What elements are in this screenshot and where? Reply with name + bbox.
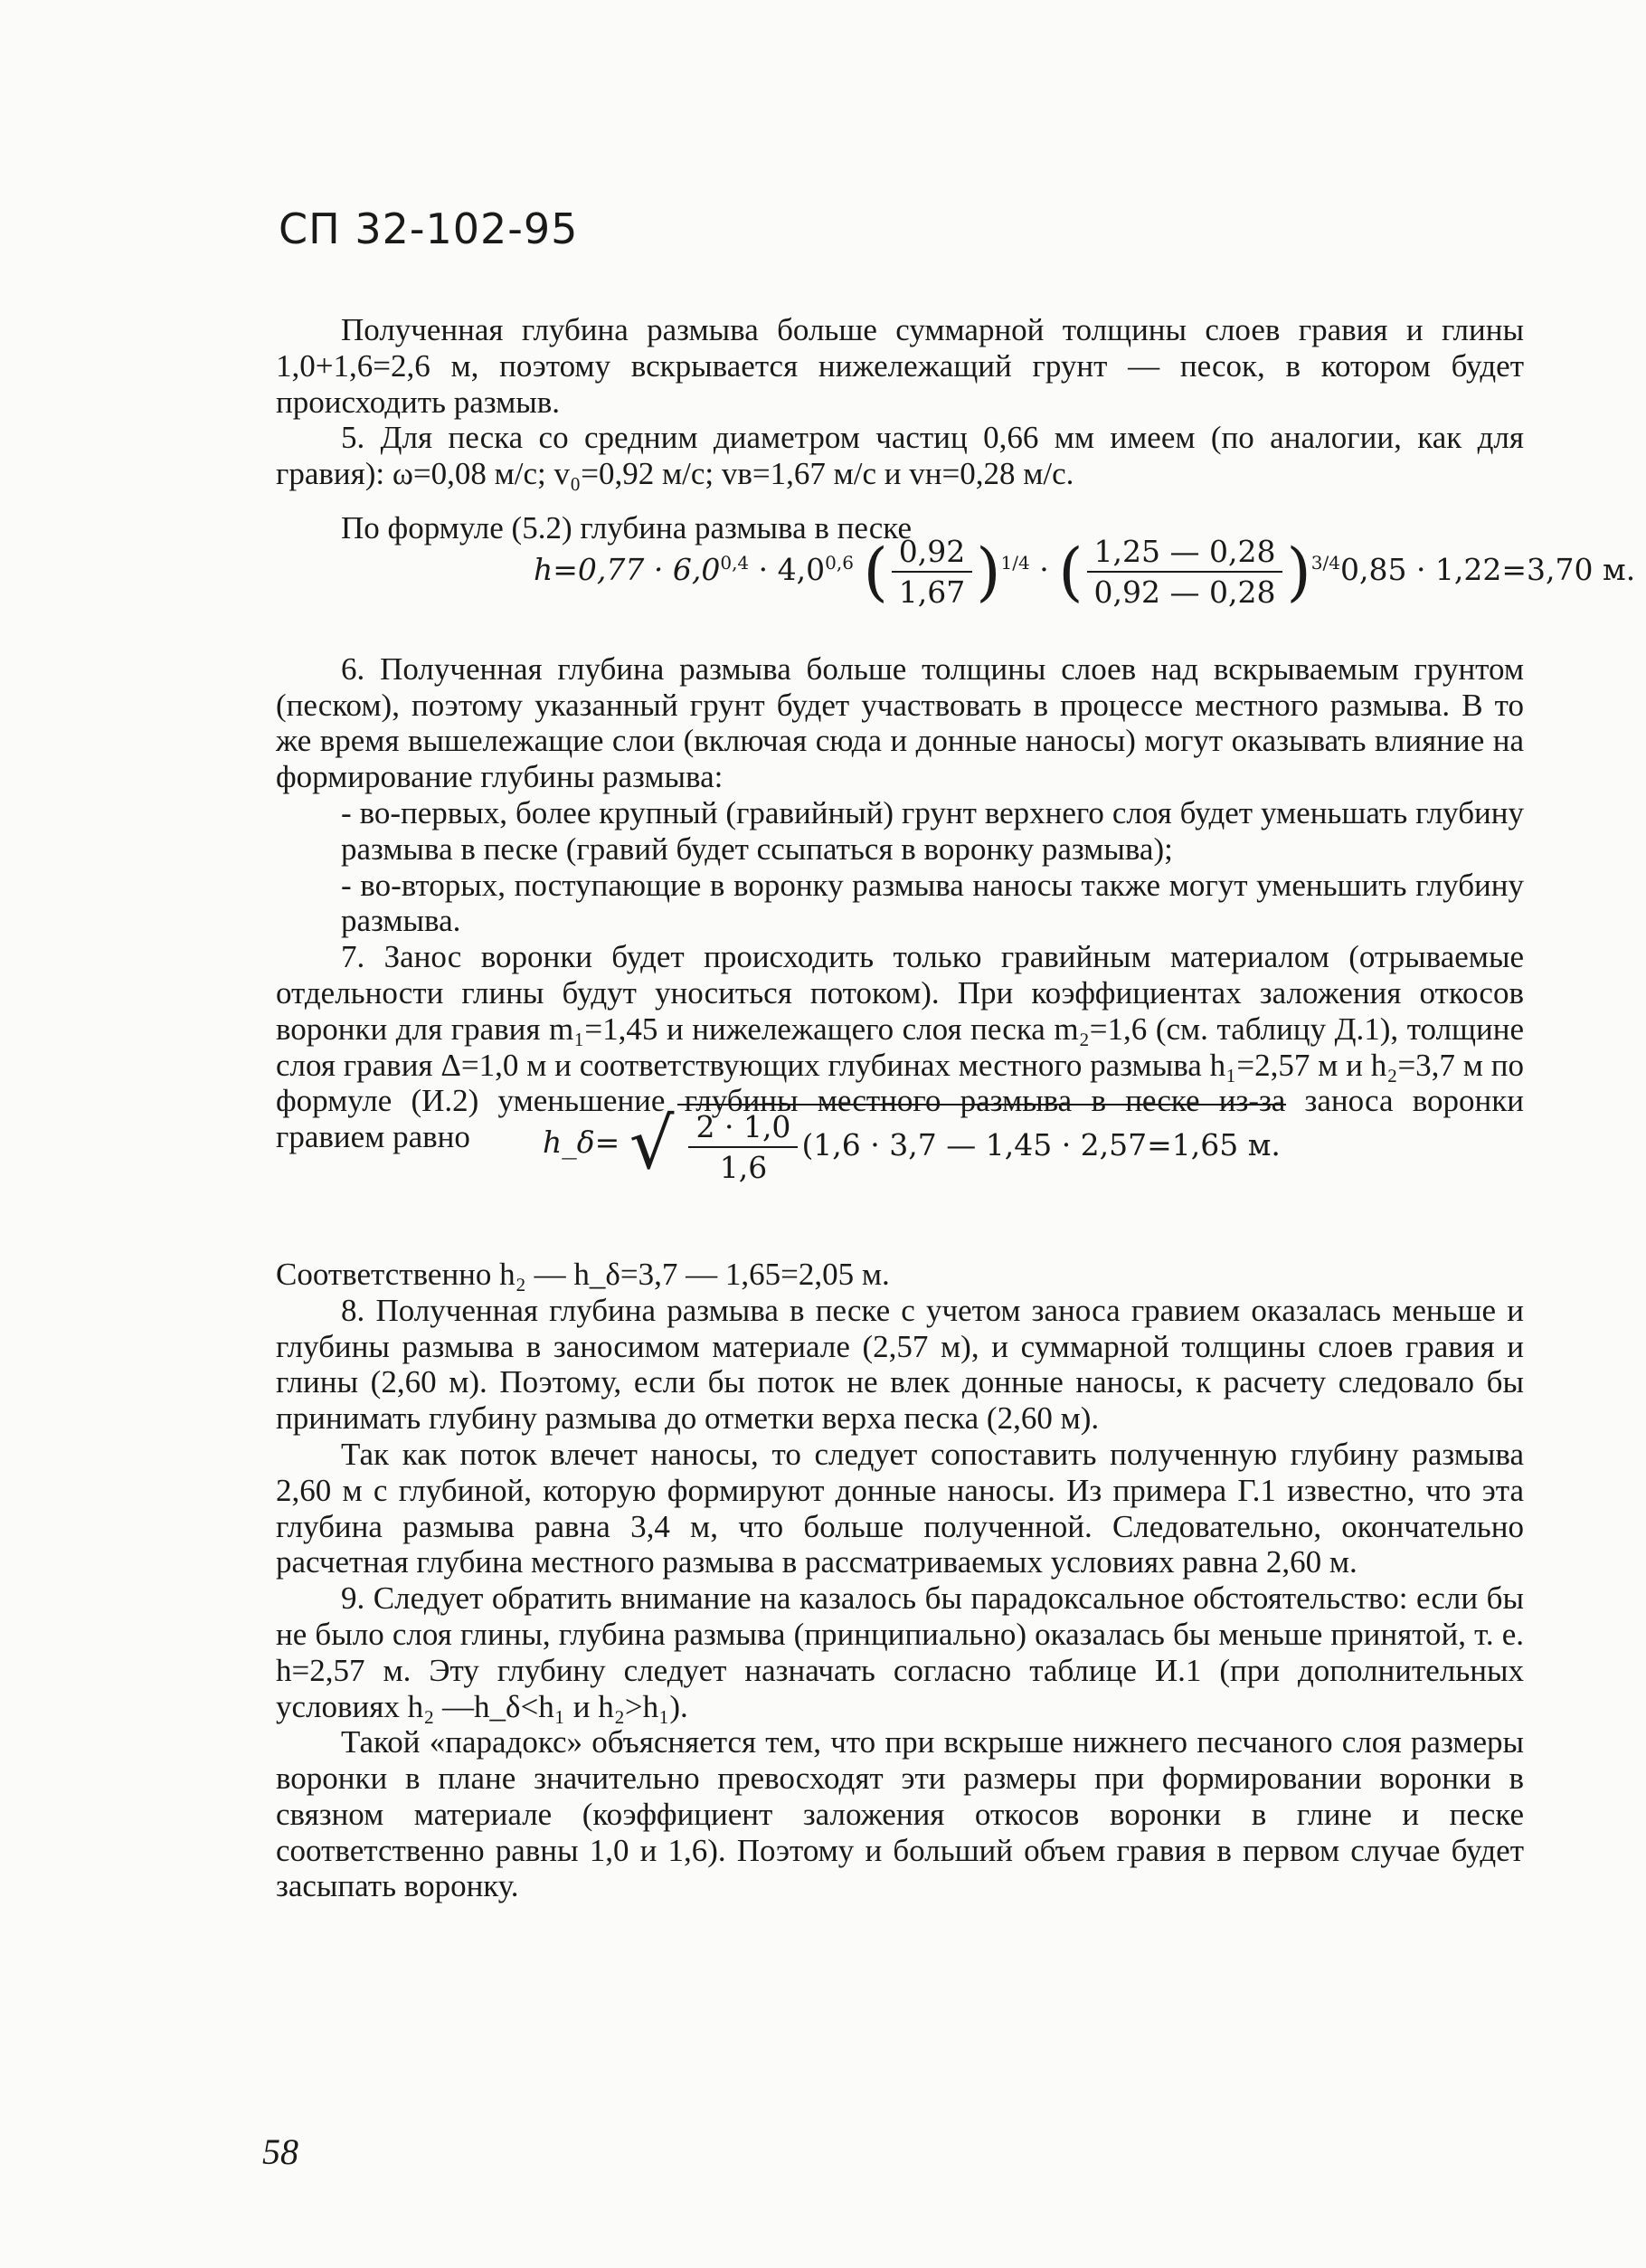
paragraph-1: Полученная глубина размыва больше суммарной толщины слоев гравия и глины 1,0+1,6=2,6 м, поэтому вскрывается нижележащий грунт — песок, в котором будет происходить размыв. (276, 312, 1524, 420)
paragraph-item-8: 8. Полученная глубина размыва в песке с учетом заноса гравием оказалась меньше и глубины размыва в заносимом материале (2,57 м), и суммарной толщины слоев гравия и глины (2,60 м). Поэтому, если бы поток не влек донные наносы, к расчету следовало бы принимать глубину размыва до отметки верха песка (2,60 м). (276, 1292, 1524, 1437)
document-code-header: СП 32-102-95 (279, 204, 579, 253)
formula-1-power-1: 1/4 (1000, 552, 1030, 574)
formula-1-exp1: 0,4 (720, 552, 750, 574)
formula-2-denominator: 1,6 (719, 1150, 768, 1185)
formula-2-rest: (1,6 · 3,7 — 1,45 · 2,57=1,65 м. (801, 1127, 1281, 1162)
paragraph-paradox: Такой «парадокс» объясняется тем, что при вскрыше нижнего песчаного слоя размеры воронки в плане значительно превосходят эти размеры при формировании воронки в связном материале (коэффициент заложения откосов воронки в глине и песке соответственно равны 1,0 и 1,6). Поэтому и больший объем гравия в первом случае будет засыпать воронку. (276, 1724, 1524, 1904)
right-paren-icon: ) (976, 535, 1001, 609)
formula-1-fraction-2 (1087, 534, 1283, 610)
paragraph-item-7: 7. Занос воронки будет происходить только гравийным материалом (отрываемые отдельности глины будут уноситься потоком). При коэффициентах заложения откосов воронки для гравия m₁=1,45 и нижележащего слоя песка m₂=1,6 (см. таблицу Д.1), толщине слоя гравия Δ=1,0 м и соответствующих глубинах местного размыва h₁=2,57 м и h₂=3,7 м по формуле (И.2) уменьшение глубины местного размыва в песке из-за заноса воронки гравием равно (276, 939, 1524, 1155)
square-root-icon: √ (629, 1104, 675, 1185)
formula-1-tail: 0,85 · 1,22=3,70 м. (1339, 552, 1636, 587)
left-paren-icon: ( (1058, 535, 1083, 609)
paragraph-second-point: - во-вторых, поступающие в воронку размыва наносы также могут уменьшить глубину размыва. (341, 867, 1524, 939)
paragraph-formula-intro: По формуле (5.2) глубина размыва в песке (341, 509, 912, 546)
right-paren-icon: ) (1286, 535, 1311, 609)
formula-scour-reduction (271, 1104, 1447, 1185)
formula-2-numerator: 2 · 1,0 (688, 1109, 798, 1148)
paragraph-bed-load: Так как поток влечет наносы, то следует сопоставить полученную глубину размыва 2,60 м с глубиной, которую формируют донные наносы. Из примера Г.1 известно, что эта глубина размыва равна 3,4 м, что больше полученной. Следовательно, окончательно расчетная глубина местного размыва в рассматриваемых условиях равна 2,60 м. (276, 1436, 1524, 1580)
fraction-1-denominator: 1,67 (898, 574, 966, 610)
fraction-1-numerator: 0,92 (892, 534, 972, 573)
formula-2-lhs: h_δ= (543, 1125, 620, 1160)
page-number: 58 (262, 2131, 298, 2172)
paragraph-item-5: 5. Для песка со средним диаметром частиц 0,66 мм имеем (по аналогии, как для гравия): ω=0,08 м/с; v₀=0,92 м/с; vв=1,67 м/с и vн=0,28 м/с. (276, 420, 1524, 492)
formula-1-lhs: h=0,77 · 6,0 (534, 552, 721, 587)
formula-1-fraction-1 (892, 534, 972, 610)
fraction-2-denominator: 0,92 — 0,28 (1093, 574, 1276, 610)
left-paren-icon: ( (863, 535, 888, 609)
formula-1-exp2: 0,6 (825, 552, 854, 574)
formula-2-fraction (688, 1109, 798, 1185)
paragraph-item-9: 9. Следует обратить внимание на казалось бы парадоксальное обстоятельство: если бы не было слоя глины, глубина размыва (принципиально) оказалась бы меньше принятой, т. е. h=2,57 м. Эту глубину следует назначать согласно таблице И.1 (при дополнительных условиях h₂ —h_δ<h₁ и h₂>h₁). (276, 1580, 1524, 1724)
formula-1-dot: · (1039, 552, 1049, 587)
paragraph-item-6: 6. Полученная глубина размыва больше толщины слоев над вскрываемым грунтом (песком), поэтому указанный грунт будет участвовать в процессе местного размыва. В то же время вышележащие слои (включая сюда и донные наносы) могут оказывать влияние на формирование глубины размыва: (276, 650, 1524, 795)
formula-scour-depth-sand (271, 534, 1636, 610)
formula-1-power-2: 3/4 (1310, 552, 1340, 574)
fraction-2-numerator: 1,25 — 0,28 (1087, 534, 1283, 573)
formula-1-mid: · 4,0 (758, 552, 826, 587)
formula-2-radicand (677, 1104, 1285, 1185)
paragraph-result: Соответственно h₂ — h_δ=3,7 — 1,65=2,05 м. (276, 1256, 890, 1292)
paragraph-first-point: - во-первых, более крупный (гравийный) грунт верхнего слоя будет уменьшать глубину размыва в песке (гравий будет ссыпаться в воронку размыва); (341, 794, 1524, 867)
